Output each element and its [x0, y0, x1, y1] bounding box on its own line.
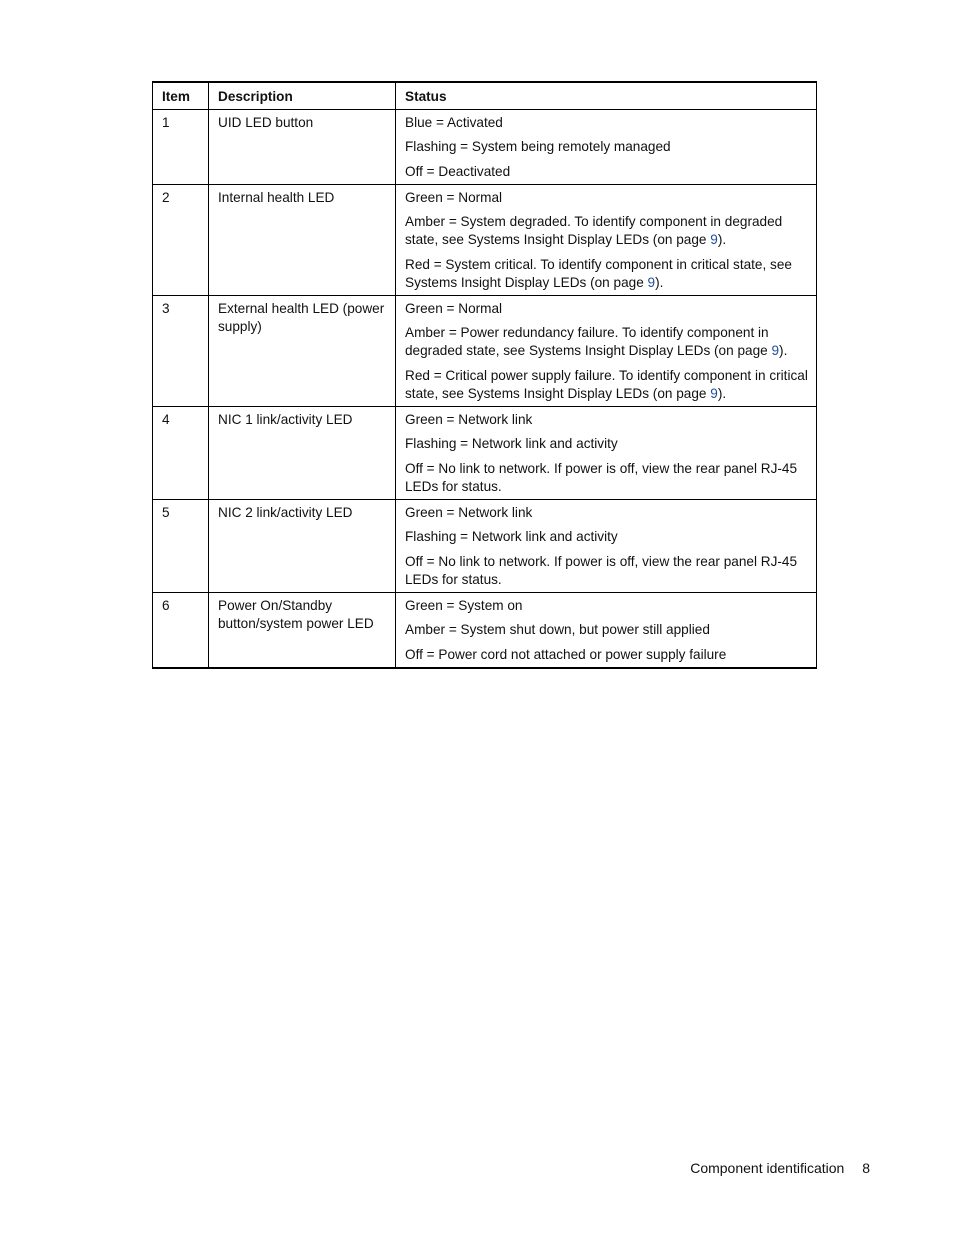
page-reference-link[interactable]: 9	[771, 343, 780, 358]
status-text-suffix: ).	[655, 274, 664, 290]
status-text-suffix: ).	[717, 385, 727, 401]
status-line	[405, 504, 808, 522]
status-cell	[396, 184, 817, 295]
status-cell	[396, 499, 817, 592]
item-number-cell: 2	[153, 184, 209, 295]
status-text: Amber = System shut down, but power still applied	[405, 622, 710, 637]
item-number-cell: 5	[153, 499, 209, 592]
page-footer	[690, 1159, 870, 1177]
status-line	[405, 189, 808, 207]
status-text: Blue = Activated	[405, 114, 503, 130]
status-cell	[396, 592, 817, 668]
status-line	[405, 646, 808, 664]
page-reference-link[interactable]: 9	[710, 232, 718, 247]
table-row	[153, 406, 817, 499]
table-row	[153, 499, 817, 592]
status-cell	[396, 406, 817, 499]
description-cell: Power On/Standby button/system power LED	[209, 592, 396, 668]
status-text: Red = System critical. To identify component in critical state, see Systems Insight Display LEDs (on page	[405, 256, 792, 290]
description-cell: NIC 2 link/activity LED	[209, 499, 396, 592]
status-text: Off = No link to network. If power is off, view the rear panel RJ-45 LEDs for status.	[405, 460, 798, 494]
status-text: Flashing = Network link and activity	[405, 436, 618, 451]
header-description: Description	[209, 82, 396, 109]
status-line	[405, 367, 808, 403]
page-reference-link[interactable]: 9	[710, 385, 718, 401]
status-line	[405, 256, 808, 292]
status-line	[405, 621, 808, 639]
header-status: Status	[396, 82, 817, 109]
header-item: Item	[153, 82, 209, 109]
description-cell: UID LED button	[209, 109, 396, 184]
status-line	[405, 528, 808, 546]
status-cell	[396, 109, 817, 184]
status-text: Off = Deactivated	[405, 163, 511, 179]
status-line	[405, 138, 808, 156]
description-cell: NIC 1 link/activity LED	[209, 406, 396, 499]
status-text: Green = System on	[405, 597, 523, 613]
status-text: Off = No link to network. If power is off, view the rear panel RJ-45 LEDs for status.	[405, 553, 798, 587]
item-number-cell: 1	[153, 109, 209, 184]
status-text: Off = Power cord not attached or power supply failure	[405, 646, 727, 662]
page-reference-link[interactable]: 9	[647, 274, 656, 290]
status-text: Green = Normal	[405, 300, 503, 316]
table-body	[153, 109, 817, 668]
status-text-suffix: ).	[779, 343, 788, 358]
status-text: Amber = Power redundancy failure. To identify component in degraded state, see Systems Insight Display LEDs (on page	[405, 325, 772, 358]
item-number-cell: 3	[153, 295, 209, 406]
description-cell: Internal health LED	[209, 184, 396, 295]
table-row	[153, 592, 817, 668]
status-line	[405, 300, 808, 318]
status-text-suffix: ).	[717, 232, 727, 247]
status-text: Green = Normal	[405, 189, 503, 205]
table-row	[153, 295, 817, 406]
status-text: Flashing = System being remotely managed	[405, 139, 671, 154]
status-line	[405, 411, 808, 429]
page-number: 8	[862, 1160, 870, 1176]
status-line	[405, 435, 808, 453]
footer-section-title: Component identification	[690, 1160, 845, 1176]
status-text: Green = Network link	[405, 504, 533, 520]
table-row	[153, 184, 817, 295]
status-text: Flashing = Network link and activity	[405, 529, 618, 544]
item-number-cell: 4	[153, 406, 209, 499]
status-line	[405, 114, 808, 132]
table-header-row	[153, 82, 817, 109]
status-line	[405, 460, 808, 496]
status-text: Red = Critical power supply failure. To identify component in critical state, see Systems Insight Display LEDs (on page	[405, 367, 808, 401]
status-cell	[396, 295, 817, 406]
status-line	[405, 597, 808, 615]
led-status-table	[152, 81, 817, 669]
item-number-cell: 6	[153, 592, 209, 668]
description-cell: External health LED (power supply)	[209, 295, 396, 406]
status-text: Amber = System degraded. To identify component in degraded state, see Systems Insight Display LEDs (on page	[405, 214, 783, 247]
table-row	[153, 109, 817, 184]
status-text: Green = Network link	[405, 411, 533, 427]
status-line	[405, 163, 808, 181]
table-header	[153, 82, 817, 109]
status-line	[405, 213, 808, 249]
status-line	[405, 324, 808, 360]
status-line	[405, 553, 808, 589]
